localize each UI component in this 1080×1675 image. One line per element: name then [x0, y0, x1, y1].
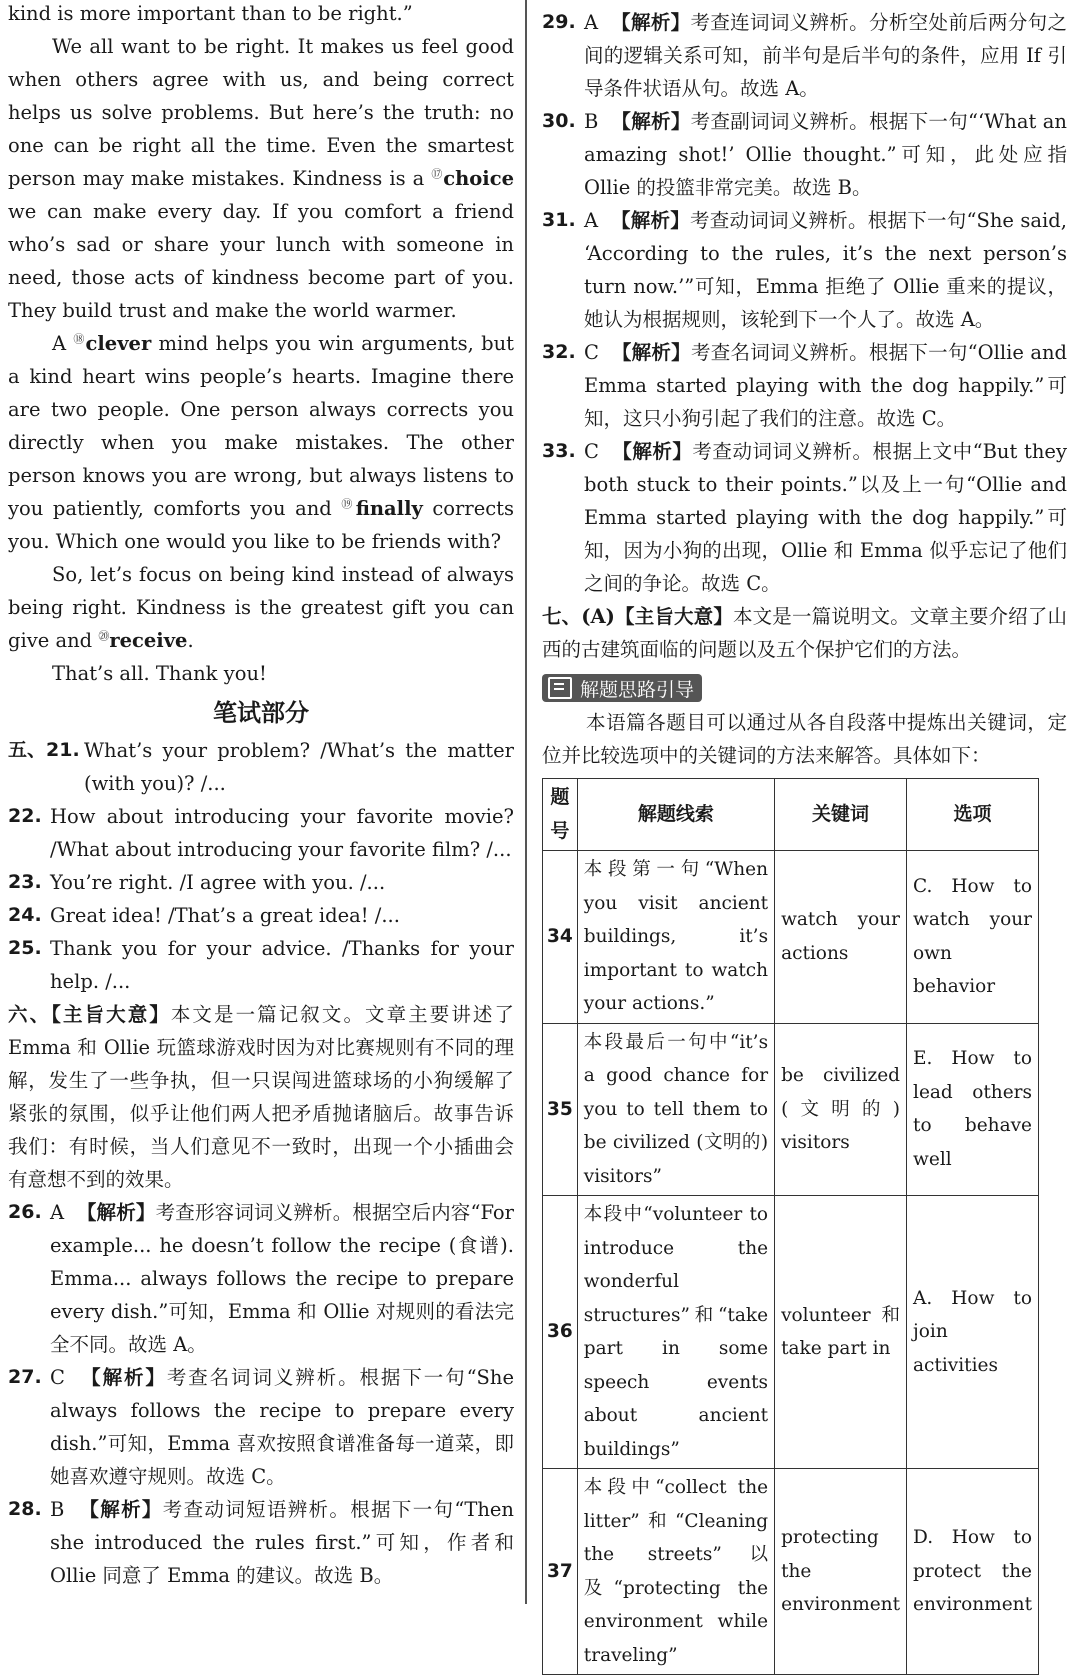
column-divider	[525, 0, 527, 1604]
section-title-written: 笔试部分	[213, 699, 309, 727]
header-option: 选项	[907, 779, 1039, 851]
row-clue: 本段中“collect the litter”和“Cleaning the streets”以及“protecting the environment while traveling”	[577, 1469, 774, 1675]
answer-21: 五、21. What’s your problem? /What’s the matter (with you)? /...	[8, 739, 514, 795]
row-number: 35	[543, 1023, 578, 1196]
table-row	[543, 1196, 1039, 1469]
answer-27: 27. C 【解析】考查名词词义辨析。根据下一句“She always follows the recipe to prepare every dish.”可知，Emma 喜欢按照食谱准备每一道菜，即她喜欢遵守规则。故选 C。	[8, 1366, 514, 1488]
table-header-row	[543, 779, 1039, 851]
answer-32: 32. C 【解析】考查名词词义辨析。根据下一句“Ollie and Emma started playing with the dog happily.”可知，这只小狗引起了我们的注意。故选 C。	[542, 341, 1067, 430]
solution-guide-banner: 解题思路引导	[542, 674, 702, 702]
section-6-summary: 六、【主旨大意】本文是一篇记叙文。文章主要讲述了Emma 和 Ollie 玩篮球游戏时因为对比赛规则有不同的理解，发生了一些争执，但一只误闯进篮球场的小狗缓解了紧张的氛围，似乎让他们两人把矛盾抛诸脑后。故事告诉我们：有时候，当人们意见不一致时，出现一个小插曲会有意想不到的效果。	[8, 1003, 514, 1191]
header-clue: 解题线索	[577, 779, 774, 851]
row-clue: 本段中“volunteer to introduce the wonderful structures”和“take part in some speech events about ancient buildings”	[577, 1196, 774, 1469]
row-number: 36	[543, 1196, 578, 1469]
solution-guide-text: 本语篇各题目可以通过从各自段落中提炼出关键词，定位并比较选项中的关键词的方法来解答。具体如下：	[542, 711, 1067, 767]
row-clue: 本段第一句“When you visit ancient buildings, it’s important to watch your actions.”	[577, 851, 774, 1024]
paragraph-clever-mind: A ⑱clever mind helps you win arguments, but a kind heart wins people’s hearts. Imagine there are two people. One person always corrects you directly when you make mistakes. The other person knows you are wrong, but always listens to you patiently, comforts you and ⑲finally corrects you. Which one would you like to be friends with?	[8, 332, 515, 553]
right-column	[542, 0, 1067, 1675]
answer-33: 33. C 【解析】考查动词词义辨析。根据上文中“But they both stuck to their points.”以及上一句“Ollie and Emma started playing with the dog happily.”可知，因为小狗的出现，Ollie 和 Emma 似乎忘记了他们之间的争论。故选 C。	[542, 440, 1067, 595]
table-row	[543, 851, 1039, 1024]
answer-22: 22. How about introducing your favorite movie? /What about introducing your favorite film? /...	[8, 805, 514, 861]
answer-26: 26. A 【解析】考查形容词词义辨析。根据空后内容“For example... he doesn’t follow the recipe (食谱). Emma... always follows the recipe to prepare every dish.”可知，Emma 和 Ollie 对规则的看法完全不同。故选 A。	[8, 1201, 514, 1356]
paragraph-closing-quote: kind is more important than to be right.”	[8, 2, 413, 25]
row-keyword: be civilized (文明的) visitors	[775, 1023, 907, 1196]
header-keyword: 关键词	[775, 779, 907, 851]
paragraph-being-right: We all want to be right. It makes us feel good when others agree with us, and being correct helps us solve problems. But here’s the truth: no one can be right all the time. Even the smartest person may make mistakes. Kindness is a ⑰choice we can make every day. If you comfort a friend who’s sad or share your lunch with someone in need, those acts of kindness become part of you. They build trust and make the world warmer.	[8, 35, 514, 322]
answer-24: 24. Great idea! /That’s a great idea! /...	[8, 904, 400, 927]
paragraph-thank-you: That’s all. Thank you!	[52, 662, 267, 685]
left-column	[8, 0, 514, 1592]
blank-19-marker: ⑲	[341, 497, 356, 511]
blank-18-marker: ⑱	[73, 332, 86, 346]
row-number: 37	[543, 1469, 578, 1675]
answer-31: 31. A 【解析】考查动词词义辨析。根据下一句“She said, ‘According to the rules, it’s the next person’s turn now.’”可知，Emma 拒绝了 Ollie 重来的提议，她认为根据规则，该轮到下一个人了。故选 A。	[542, 209, 1067, 331]
answer-25: 25. Thank you for your advice. /Thanks for your help. /...	[8, 937, 514, 993]
answer-19: finally	[355, 497, 423, 520]
row-keyword: volunteer 和 take part in	[775, 1196, 907, 1469]
blank-17-marker: ⑰	[431, 167, 444, 181]
header-number: 题号	[543, 779, 578, 851]
keyword-table	[542, 778, 1039, 1675]
notepad-icon	[548, 677, 572, 699]
row-clue: 本段最后一句中“it’s a good chance for you to tell them to be civilized (文明的) visitors”	[577, 1023, 774, 1196]
row-option: A. How to join activities	[907, 1196, 1039, 1469]
answer-29: 29. A 【解析】考查连词词义辨析。分析空处前后两分句之间的逻辑关系可知，前半句是后半句的条件，应用 If 引导条件状语从句。故选 A。	[542, 11, 1067, 100]
answer-17: choice	[443, 167, 514, 190]
blank-20-marker: ⑳	[98, 629, 110, 643]
answer-18: clever	[85, 332, 152, 355]
table-row	[543, 1023, 1039, 1196]
answer-28: 28. B 【解析】考查动词短语辨析。根据下一句“Then she introduced the rules first.”可知，作者和 Ollie 同意了 Emma 的建议。故选 B。	[8, 1498, 514, 1587]
answer-23: 23. You’re right. /I agree with you. /...	[8, 871, 386, 894]
answer-30: 30. B 【解析】考查副词词义辨析。根据下一句“‘What an amazing shot!’ Ollie thought.”可知，此处应指 Ollie 的投篮非常完美。故选 B。	[542, 110, 1067, 199]
row-number: 34	[543, 851, 578, 1024]
row-option: C. How to watch your own behavior	[907, 851, 1039, 1024]
row-keyword: watch your actions	[775, 851, 907, 1024]
row-keyword: protecting the environment	[775, 1469, 907, 1675]
row-option: E. How to lead others to behave well	[907, 1023, 1039, 1196]
paragraph-focus-kind: So, let’s focus on being kind instead of always being right. Kindness is the greatest gift you can give and ⑳receive.	[8, 563, 514, 652]
answer-20: receive	[109, 629, 188, 652]
section-7-summary: 七、(A)【主旨大意】本文是一篇说明文。文章主要介绍了山西的古建筑面临的问题以及五个保护它们的方法。	[542, 605, 1067, 661]
table-row	[543, 1469, 1039, 1675]
row-option: D. How to protect the environment	[907, 1469, 1039, 1675]
